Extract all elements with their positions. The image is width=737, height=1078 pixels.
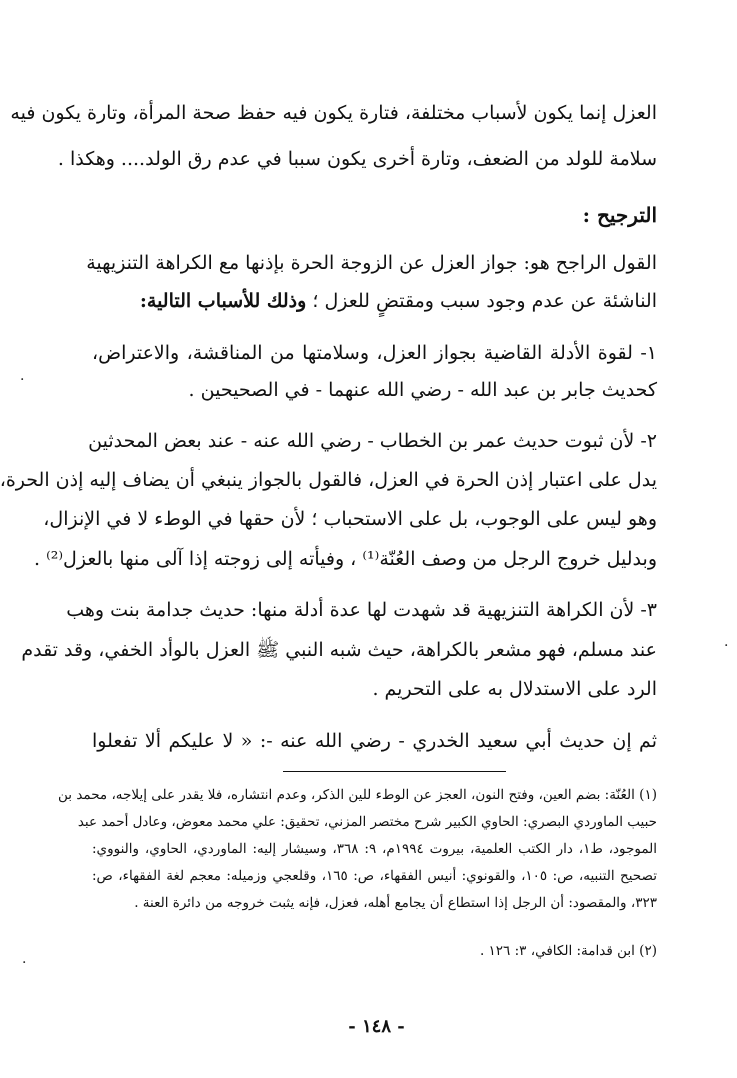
paragraph-2-line-2	[92, 288, 657, 314]
reason-3-line-2: عند مسلم، فهو مشعر بالكراهة، حيث شبه النبي ﷺ العزل بالوأد الخفي، وقد تقدم	[21, 639, 657, 661]
reason-2-line-1: ٢- لأن ثبوت حديث عمر بن الخطاب - رضي الله عنه - عند بعض المحدثين	[88, 430, 657, 452]
paragraph-2-bold-reasons: وذلك للأسباب التالية:	[139, 290, 307, 312]
reason-3-line-3: الرد على الاستدلال به على التحريم .	[372, 678, 657, 700]
paragraph-1-line-1: العزل إنما يكون لأسباب مختلفة، فتارة يكون فيه حفظ صحة المرأة، وتارة يكون فيه	[10, 102, 657, 124]
paragraph-2-line-2-text: الناشئة عن عدم وجود سبب ومقتضٍ للعزل ؛	[312, 290, 657, 312]
reason-2-line-4: وبدليل خروج الرجل من وصف العُنّة⁽¹⁾ ، وفيأته إلى زوجته إذا آلى منها بالعزل⁽²⁾ .	[33, 548, 657, 570]
footnote-2: (٢) ابن قدامة: الكافي، ٣: ١٢٦ .	[479, 943, 657, 959]
scan-speck-left: ·	[20, 372, 25, 388]
reason-2-line-2: يدل على اعتبار إذن الحرة في العزل، فالقول بالجواز ينبغي أن يضاف إليه إذن الحرة،	[0, 469, 657, 491]
footnote-separator	[283, 771, 506, 772]
paragraph-2-line-1: القول الراجح هو: جواز العزل عن الزوجة الحرة بإذنها مع الكراهة التنزيهية	[86, 252, 657, 274]
reason-1-line-1: ١- لقوة الأدلة القاضية بجواز العزل، وسلامتها من المناقشة، والاعتراض،	[92, 342, 657, 364]
footnote-1-line-4: تصحيح التنبيه، ص: ١٠٥، والقونوي: أنيس الفقهاء، ص: ١٦٥، وقلعجي وزميله: معجم لغة الفقهاء، ص:	[92, 868, 657, 884]
footnote-1-line-2: حبيب الماوردي البصري: الحاوي الكبير شرح مختصر المزني، تحقيق: علي محمد معوض، وعادل أحمد عبد	[77, 814, 657, 830]
page-number: - ١٤٨ -	[348, 1016, 405, 1037]
section-heading-tarjih: الترجيح :	[582, 203, 657, 227]
footnote-1-line-5: ٣٢٣، والمقصود: أن الرجل إذا استطاع أن يجامع أهله، فعزل، فإنه يثبت خروجه من دائرة العنة .	[134, 895, 657, 911]
footnote-1-line-1: (١) العُنّة: بضم العين، وفتح النون، العجز عن الوطء للين الذكر، وعدم انتشاره، فلا يقدر على إيلاجه، محمد بن	[58, 787, 657, 803]
scan-speck-right: ·	[724, 638, 729, 654]
scan-speck-bottom: ·	[22, 955, 27, 971]
reason-1-line-2: كحديث جابر بن عبد الله - رضي الله عنهما - في الصحيحين .	[188, 379, 657, 401]
paragraph-1-line-2: سلامة للولد من الضعف، وتارة أخرى يكون سببا في عدم رق الولد.... وهكذا .	[57, 148, 657, 170]
reason-2-line-3: وهو ليس على الوجوب، بل على الاستحباب ؛ لأن حقها في الوطء لا في الإنزال،	[43, 508, 657, 530]
closing-line: ثم إن حديث أبي سعيد الخدري - رضي الله عنه -: « لا عليكم ألا تفعلوا	[92, 730, 657, 752]
reason-3-line-1: ٣- لأن الكراهة التنزيهية قد شهدت لها عدة أدلة منها: حديث جدامة بنت وهب	[66, 599, 657, 621]
footnote-1-line-3: الموجود، ط١، دار الكتب العلمية، بيروت ١٩٩٤م، ٩: ٣٦٨، وسيشار إليه: الماوردي، الحاوي، والنووي:	[92, 841, 658, 857]
